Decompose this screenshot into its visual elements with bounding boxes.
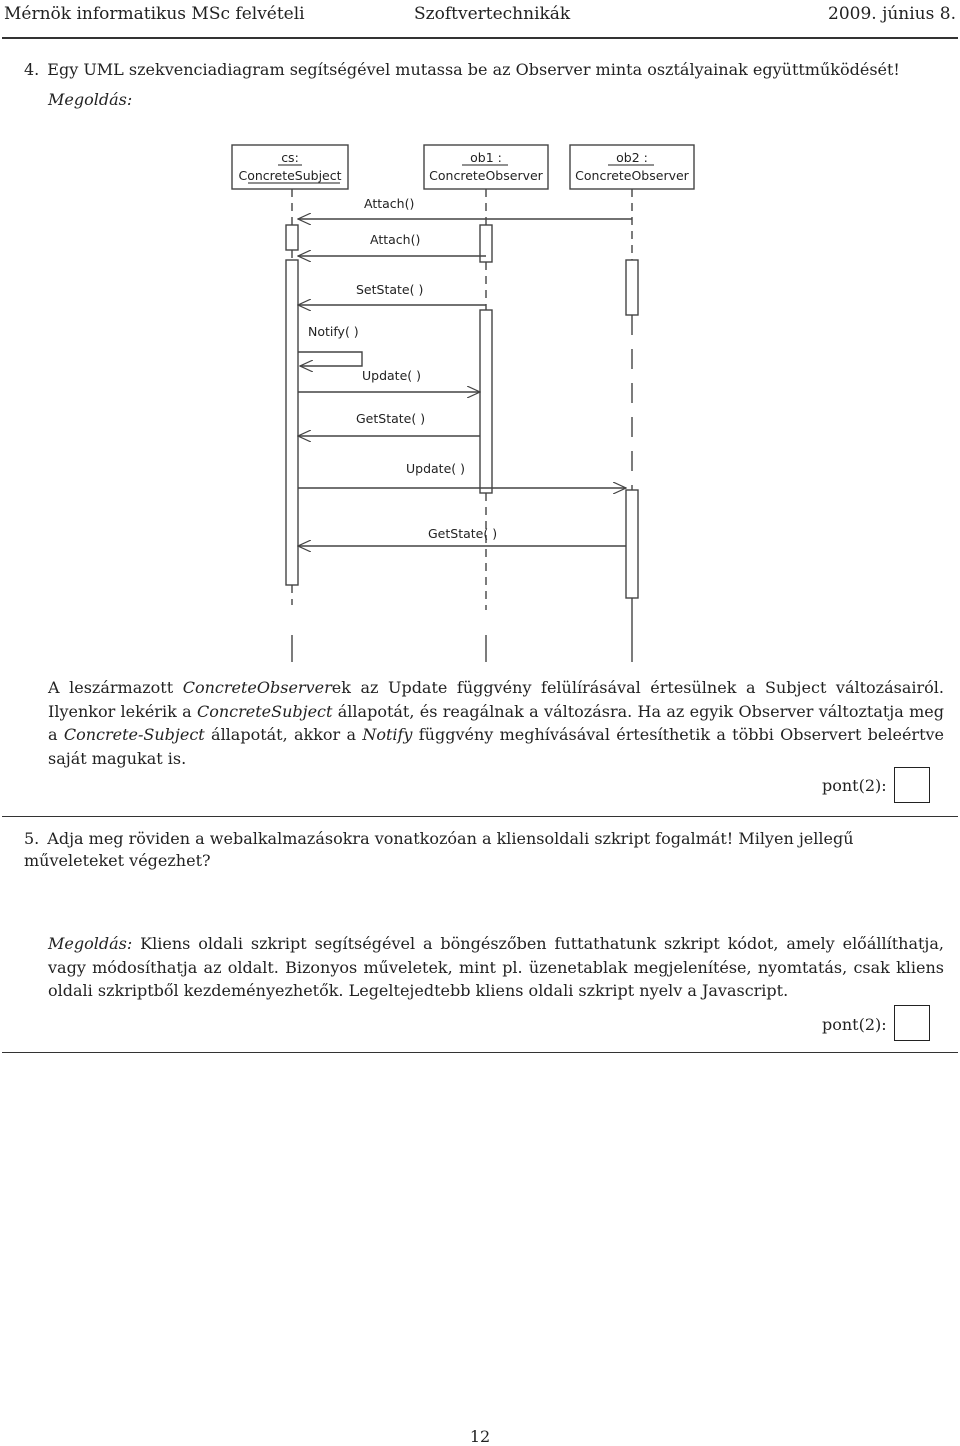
header-center-text: Szoftvertechnikák	[414, 4, 571, 24]
self-call-arrow	[298, 352, 362, 366]
problem-5-answer	[48, 932, 944, 1003]
problem-number: 4.	[24, 60, 40, 79]
message-label: Attach()	[370, 232, 421, 247]
problem-5-question	[24, 828, 944, 872]
problem-number: 5.	[24, 829, 40, 848]
message-label: Update( )	[362, 368, 421, 383]
object-class-cs: ConcreteSubject	[238, 168, 342, 183]
page-number: 12	[469, 1427, 491, 1446]
section-rule	[2, 1052, 958, 1053]
object-class-ob2: ConcreteObserver	[575, 168, 689, 183]
message-label: Notify( )	[308, 324, 359, 339]
answer-text: Kliens oldali szkript segítségével a böngészőben futtathatunk szkript kódot, amely előállíthatja, vagy módosíthatja az oldalt. Bizonyos műveletek, mint pl. üzenetablak megjelenítése, nyomtatás, csak kliens oldali szkriptből kezdeményezhetők. Legeltejedtebb kliens oldali szkript nyelv a Javascript.	[48, 934, 944, 1000]
question-text: Egy UML szekvenciadiagram segítségével mutassa be az Observer minta osztályainak együttműködését!	[47, 60, 900, 79]
message-label: Attach()	[364, 196, 415, 211]
score-box[interactable]	[894, 1005, 930, 1041]
sequence-diagram	[0, 0, 960, 680]
object-name-ob2: ob2 :	[616, 150, 648, 165]
message-label: GetState( )	[356, 411, 426, 426]
points-label: pont(2):	[822, 776, 887, 795]
solution-label: Megoldás:	[48, 90, 133, 109]
header-left-text: Mérnök informatikus MSc felvételi	[4, 4, 305, 24]
question-text: Adja meg röviden a webalkalmazásokra vonatkozóan a kliensoldali szkript fogalmát! Milyen jellegű műveleteket végezhet?	[24, 829, 854, 870]
message-label: SetState( )	[356, 282, 424, 297]
object-name-ob1: ob1 :	[470, 150, 502, 165]
object-class-ob1: ConcreteObserver	[429, 168, 543, 183]
message-label: Update( )	[406, 461, 465, 476]
message-label: GetState( )	[428, 526, 498, 541]
header-date: 2009. június 8.	[828, 4, 956, 24]
object-name-cs: cs:	[281, 150, 299, 165]
section-rule	[2, 816, 958, 817]
problem-4-answer: A leszármazott ConcreteObserverek az Update függvény felülírásával értesülnek a Subject változásairól. Ilyenkor lekérik a ConcreteSubject állapotát, és reagálnak a változásra. Ha az egyik Observer változtatja meg a Concrete-Subject állapotát, akkor a Notify függvény meghívásával értesíthetik a többi Observert beleértve saját magukat is.	[48, 678, 945, 768]
points-label: pont(2):	[822, 1015, 887, 1034]
solution-label: Megoldás:	[48, 934, 133, 953]
score-box[interactable]	[894, 767, 930, 803]
